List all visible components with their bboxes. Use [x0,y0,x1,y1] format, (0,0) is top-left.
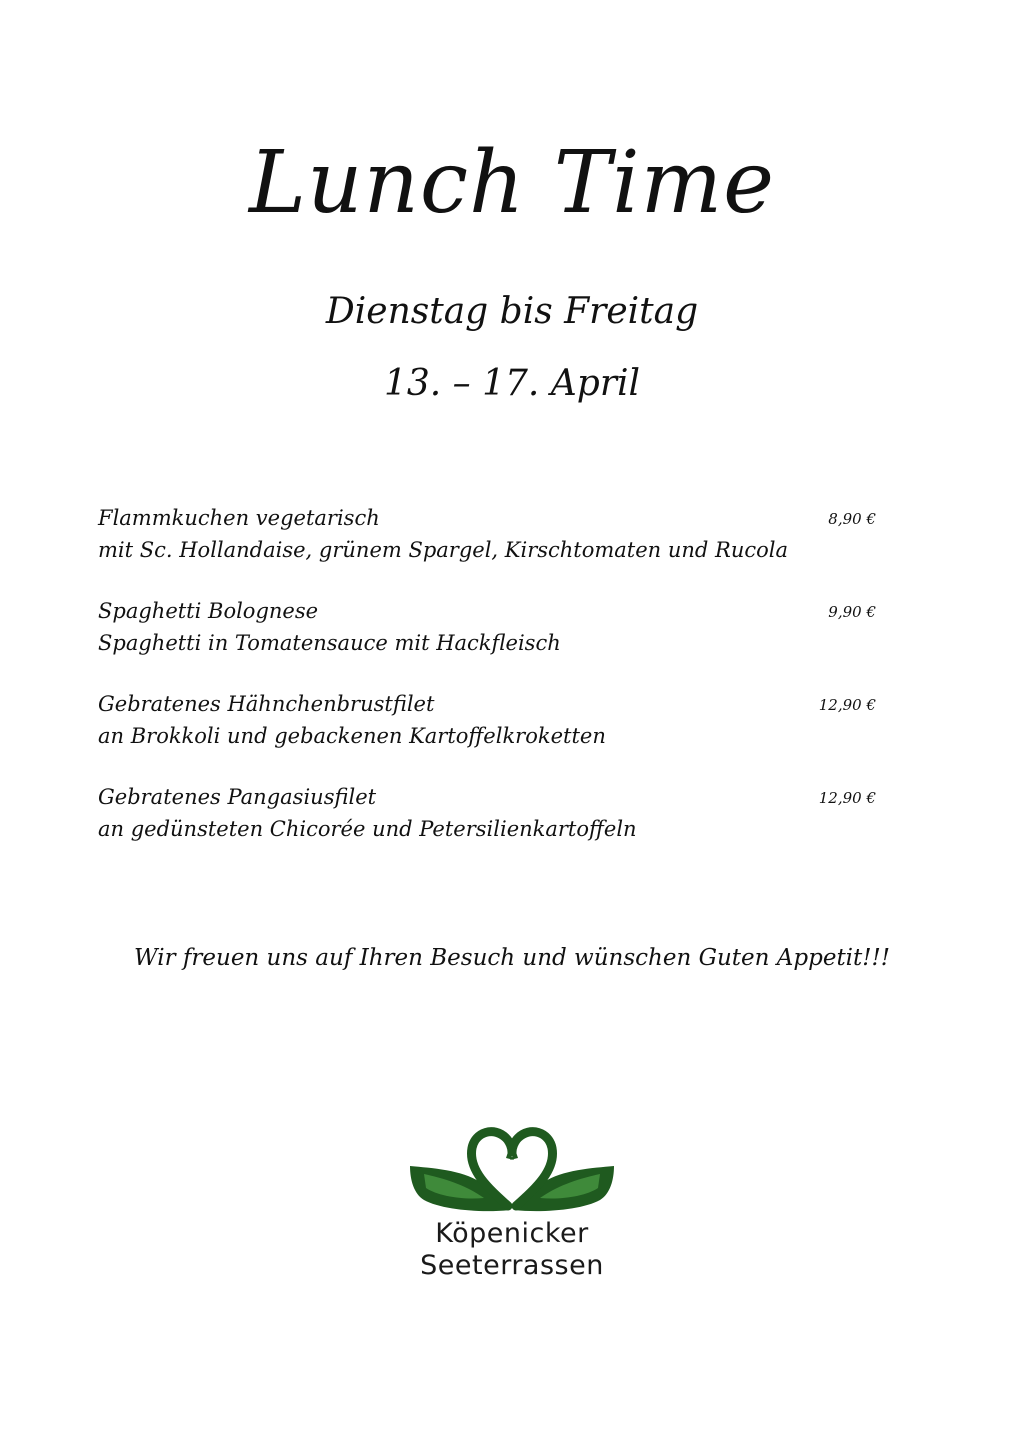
menu-item-name: Spaghetti Bolognese [98,599,319,623]
menu-item [98,781,876,874]
menu-item-name: Flammkuchen vegetarisch [98,506,380,530]
restaurant-logo [402,1118,622,1293]
menu-item-description: mit Sc. Hollandaise, grünem Spargel, Kirschtomaten und Rucola [98,538,789,562]
menu-item [98,688,876,781]
menu-item-price: 12,90 € [818,789,876,807]
page-title: Lunch Time [248,133,776,233]
menu-item-name: Gebratenes Pangasiusfilet [98,785,377,809]
menu-item-price: 9,90 € [828,603,876,621]
swan-heart-icon [402,1118,622,1218]
menu-item-description: an Brokkoli und gebackenen Kartoffelkroketten [98,724,606,748]
logo-text-line2: Seeterrassen [420,1250,604,1281]
menu-item [98,502,876,595]
menu-item-description: Spaghetti in Tomatensauce mit Hackfleisch [98,631,561,655]
menu-item-price: 8,90 € [828,510,876,528]
menu-item-description: an gedünsteten Chicorée und Petersilienkartoffeln [98,817,637,841]
logo-text-line1: Köpenicker [435,1218,589,1249]
days-subtitle: Dienstag bis Freitag [325,291,699,332]
closing-message: Wir freuen uns auf Ihren Besuch und wünschen Guten Appetit!!! [133,945,891,971]
dates-subtitle: 13. – 17. April [383,363,641,404]
menu-item-price: 12,90 € [818,696,876,714]
menu-item [98,595,876,688]
menu-item-name: Gebratenes Hähnchenbrustfilet [98,692,435,716]
menu-list [98,502,876,874]
